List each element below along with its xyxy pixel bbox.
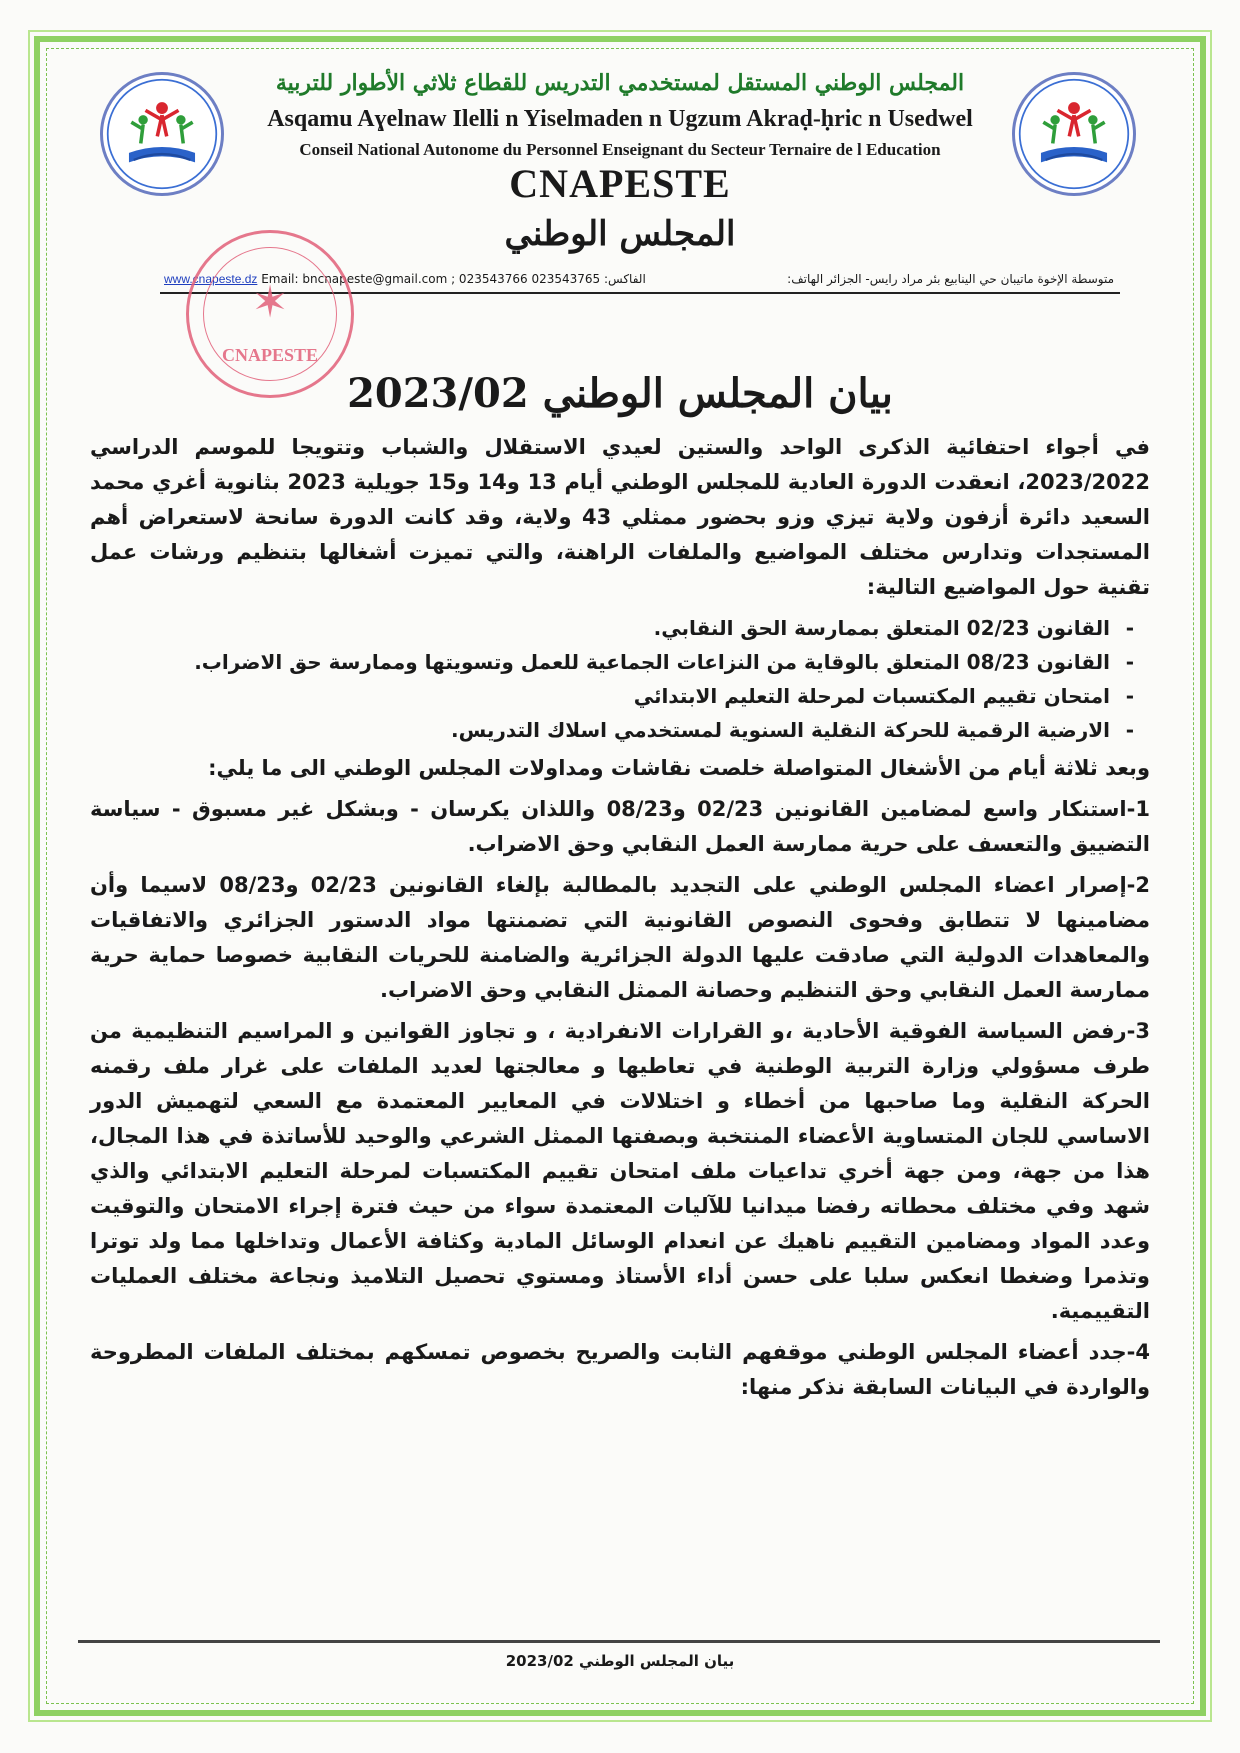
org-name-french: Conseil National Autonome du Personnel Enseignant du Secteur Ternaire de l Education (299, 140, 941, 159)
website-link[interactable]: www.cnapeste.dz (164, 272, 258, 286)
point-4: 4-جدد أعضاء المجلس الوطني موقفهم الثابت والصريح بخصوص تمسكهم بمختلف الملفات المطروحة والواردة في البيانات السابقة نذكر منها: (90, 1340, 1150, 1399)
council-heading: المجلس الوطني (504, 214, 736, 254)
org-abbreviation: CNAPESTE (509, 161, 731, 206)
topic-item: - امتحان تقييم المكتسبات لمرحلة التعليم الابتدائي (90, 679, 1110, 713)
footer-divider (78, 1640, 1160, 1643)
contact-email-phone: Email: bncnapeste@gmail.com ; 023543766 الفاكس: 023543765 (261, 272, 646, 286)
stamp-star-icon: ✶ (251, 277, 289, 328)
contact-address: متوسطة الإخوة ماتيبان حي الينابيع بئر مراد رايس- الجزائر الهاتف: (787, 272, 1114, 286)
topic-item: - الارضية الرقمية للحركة النقلية السنوية لمستخدمي اسلاك التدريس. (90, 713, 1110, 747)
org-name-kabyle: Asqamu Aɣelnaw Ilelli n Yiselmaden n Ugzum Akraḍ-ḥric n Usedwel (267, 106, 973, 132)
org-name-arabic: المجلس الوطني المستقل لمستخدمي التدريس للقطاع ثلاثي الأطوار للتربية (275, 70, 965, 96)
topics-list (90, 611, 1150, 747)
intro-paragraph: في أجواء احتفائية الذكرى الواحد والستين لعيدي الاستقلال والشباب وتتويجا للموسم الدراسي 2023/2022، انعقدت الدورة العادية للمجلس الوطني أيام 13 و14 و15 جويلية 2023 بثانوية أغري محمد السعيد دائرة أزفون ولاية تيزي وزو بحضور ممثلي 43 ولاية، وقد كانت الدورة سانحة لاستعراض أهم المستجدات وتدارس مختلف المواضيع والملفات الراهنة، والتي تميزت أشغالها بتنظيم ورشات عمل تقنية حول المواضيع التالية: (90, 435, 1150, 599)
stamp-label: CNAPESTE (221, 345, 319, 365)
statement-body (90, 430, 1150, 1411)
point-3: 3-رفض السياسة الفوقية الأحادية ،و القرارات الانفرادية ، و تجاوز القوانين و المراسيم التنظيمية من طرف مسؤولي وزارة التربية الوطنية في تعاطيها و معالجتها لعديد الملفات على غرار ملف رقمنه الحركة النقلية وما صاحبها من أخطاء و اختلالات في المعايير المعتمدة مع السعي لتهميش الدور الاساسي للجان المتساوية الأعضاء المنتخبة وبصفتها الممثل الشرعي والوحيد للأساتذة في هذا المجال، هذا من جهة، ومن جهة أخري تداعيات ملف امتحان تقييم المكتسبات لمرحلة التعليم الابتدائي والذي شهد وفي مختلف محطاته رفضا ميدانيا للآليات المعتمدة سواء من حيث فترة إجراء الامتحان والتوقيت وعدد المواد ومضامين التقييم ناهيك عن انعدام الوسائل المادية وكثافة الأعمال وتداخلها مما ولد توترا وتذمرا وضغطا انعكس سلبا على حسن أداء الأستاذ ومستوي تحصيل التلاميذ ونجاعة مختلف العمليات التقييمية. (90, 1019, 1150, 1323)
point-2: 2-إصرار اعضاء المجلس الوطني على التجديد بالمطالبة بإلغاء القانونين 02/23 و08/23 لاسيما وأن مضامينها لا تتطابق وفحوى النصوص القانونية التي تضمنتها مواد الدستور الجزائري والاتفاقيات والمعاهدات الدولية التي صادقت عليها الدولة الجزائرية والضامنة للحريات النقابية خصوصا حماية حرية ممارسة العمل النقابي وحق التنظيم وحصانة الممثل النقابي وحق الاضراب. (90, 873, 1150, 1002)
footer-title: بيان المجلس الوطني 2023/02 (505, 1652, 735, 1670)
topic-item: - القانون 02/23 المتعلق بممارسة الحق النقابي. (90, 611, 1110, 645)
point-1: 1-استنكار واسع لمضامين القانونين 02/23 و08/23 واللذان يكرسان - وبشكل غير مسبوق - سياسة التضييق والتعسف على حرية ممارسة العمل النقابي وحق الاضراب. (90, 797, 1150, 856)
transition-paragraph: وبعد ثلاثة أيام من الأشغال المتواصلة خلصت نقاشات ومداولات المجلس الوطني الى ما يلي: (208, 756, 1150, 780)
statement-title: بيان المجلس الوطني 2023/02 (347, 370, 893, 417)
topic-item: - القانون 08/23 المتعلق بالوقاية من النزاعات الجماعية للعمل وتسويتها وممارسة حق الاضراب. (90, 645, 1110, 679)
